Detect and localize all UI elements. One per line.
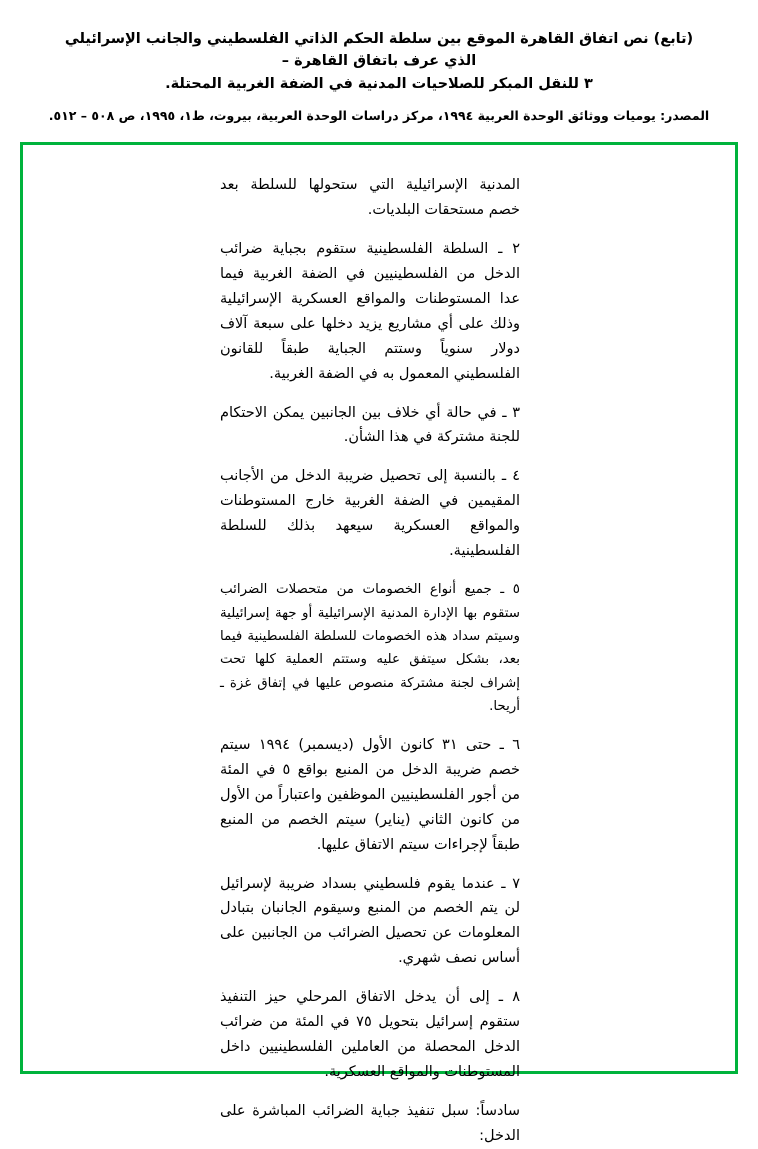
- paragraph: ٣ ـ في حالة أي خلاف بين الجانبين يمكن الاحتكام للجنة مشتركة في هذا الشأن.: [220, 404, 520, 446]
- paragraph: ٧ ـ عندما يقوم فلسطيني بسداد ضريبة لإسرائيل لن يتم الخصم من المنبع وسيقوم الجانبان بتبادل المعلومات عن تحصيل الضرائب من الجانبين على أساس نصف شهري.: [220, 875, 520, 967]
- paragraph: ٥ ـ جميع أنواع الخصومات من متحصلات الضرائب ستقوم بها الإدارة المدنية الإسرائيلية أو جهة إسرائيلية وسيتم سداد هذه الخصومات للسلطة الفلسطينية فيما بعد، بشكل سيتفق عليه وستتم العملية كلها تحت إشراف لجنة مشتركة منصوص عليها في إتفاق غزة ـ أريحا.: [220, 582, 520, 715]
- document-body: [220, 173, 520, 1149]
- document-title-line-2: ٣ للنقل المبكر للصلاحيات المدنية في الضفة الغربية المحتلة.: [165, 75, 593, 92]
- document-source-citation: المصدر: يوميات ووثائق الوحدة العربية ١٩٩٤، مركز دراسات الوحدة العربية، بيروت، ط١، ١٩٩٥، ص ٥٠٨ – ٥١٢.: [48, 108, 710, 124]
- document-header: [34, 28, 724, 126]
- paragraph: ٨ ـ إلى أن يدخل الاتفاق المرحلي حيز التنفيذ ستقوم إسرائيل بتحويل ٧٥ في المئة من ضرائب الدخل المحصلة من العاملين الفلسطينيين داخل المستوطنات والمواقع العسكرية.: [220, 989, 520, 1081]
- paragraph: ٤ ـ بالنسبة إلى تحصيل ضريبة الدخل من الأجانب المقيمين في الضفة الغربية خارج المستوطنات والمواقع العسكرية سيعهد بذلك للسلطة الفلسطينية.: [220, 468, 520, 560]
- green-border-frame: [20, 142, 738, 1144]
- paragraph: ٢ ـ السلطة الفلسطينية ستقوم بجباية ضرائب الدخل من الفلسطينيين في الضفة الغربية فيما عدا المستوطنات والمواقع العسكرية الإسرائيلية وذلك على أي مشاريع يزيد دخلها على سبعة آلاف دولار سنوياً وستتم الجباية طبقاً للقانون الفلسطيني المعمول به في الضفة الغربية.: [220, 240, 520, 382]
- document-title-line-1: (تابع) نص اتفاق القاهرة الموقع بين سلطة الحكم الذاتي الفلسطيني والجانب الإسرائيلي الذي عرف باتفاق القاهرة –: [64, 31, 694, 70]
- paragraph: المدنية الإسرائيلية التي ستحولها للسلطة بعد خصم مستحقات البلديات.: [220, 177, 520, 218]
- paragraph: سادساً: سبل تنفيذ جباية الضرائب المباشرة على الدخل:: [220, 1103, 520, 1144]
- paragraph: ٦ ـ حتى ٣١ كانون الأول (ديسمبر) ١٩٩٤ سيتم خصم ضريبة الدخل من المنبع بواقع ٥ في المئة من أجور الفلسطينيين الموظفين واعتباراً من الأول من كانون الثاني (يناير) سيتم الخصم من المنبع طبقاً لإجراءات سيتم الاتفاق عليها.: [220, 736, 520, 853]
